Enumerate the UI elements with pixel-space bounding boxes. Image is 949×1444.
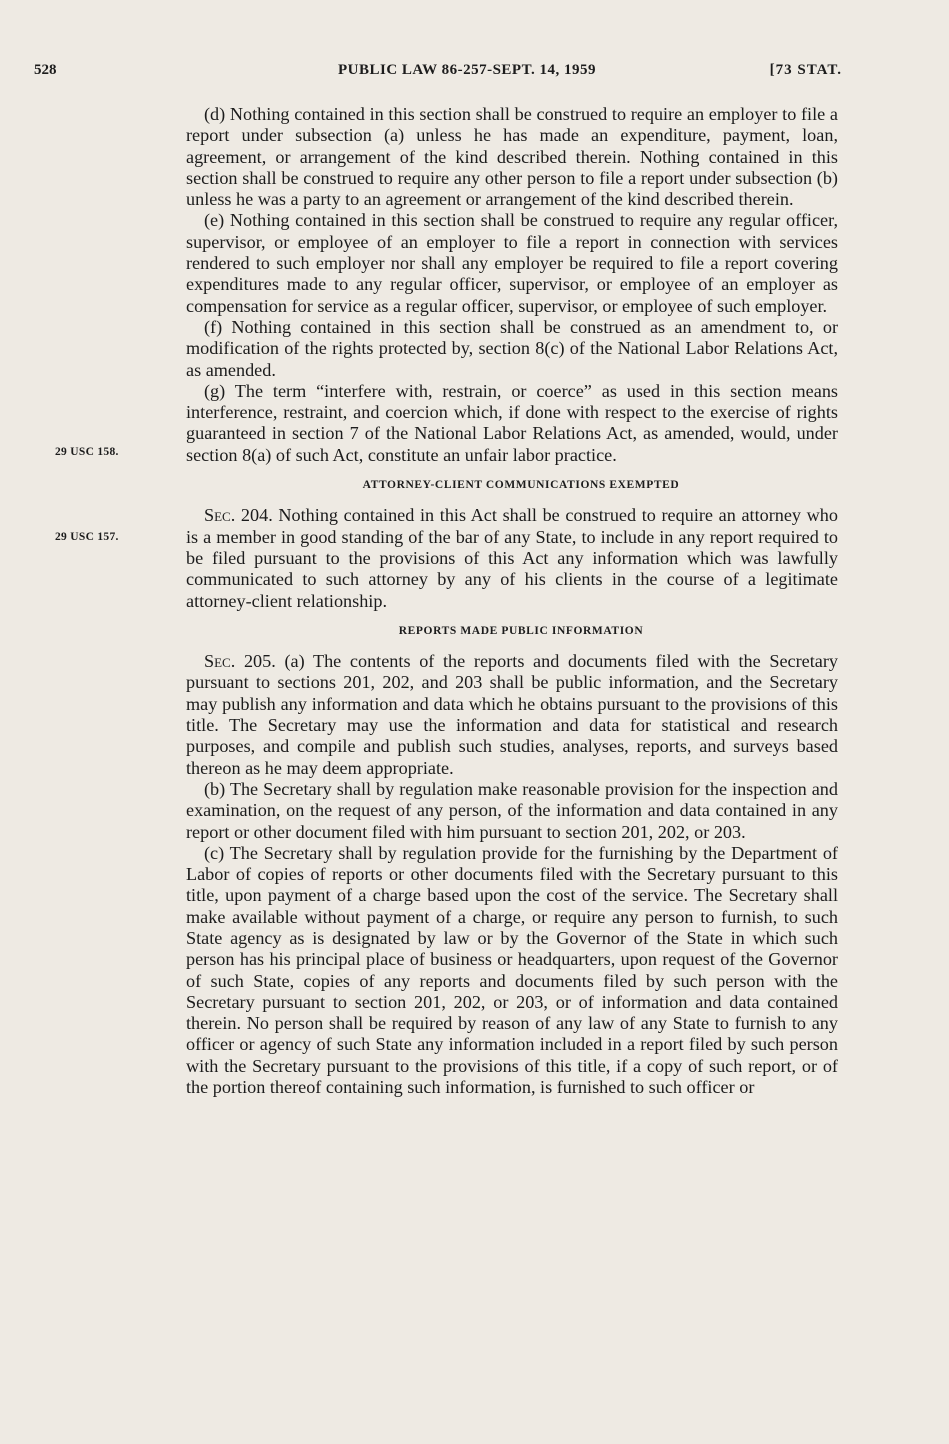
- section-204-label: Sec. 204.: [204, 505, 273, 526]
- paragraph-d: (d) Nothing contained in this section shall be construed to require an employer to file a report under subsection (a) unless he has made an expenditure, payment, loan, agreement, or arrangement of the kind described therein. Nothing contained in this section shall be construed to require any other person to file a report under subsection (b) unless he was a party to an agreement or arrangement of the kind described therein.: [186, 104, 838, 210]
- section-205-label: Sec. 205.: [204, 651, 276, 672]
- page-number: 528: [34, 62, 57, 78]
- running-title: PUBLIC LAW 86-257-SEPT. 14, 1959: [338, 62, 596, 78]
- body-text: [186, 104, 838, 1098]
- paragraph-f: (f) Nothing contained in this section shall be construed as an amendment to, or modification of the rights protected by, section 8(c) of the National Labor Relations Act, as amended.: [186, 316, 838, 380]
- section-205-b: (b) The Secretary shall by regulation make reasonable provision for the inspection and examination, on the request of any person, of the information and data contained in any report or other document filed with him pursuant to section 201, 202, or 203.: [186, 778, 838, 842]
- section-204: [186, 505, 838, 611]
- section-205-a: [186, 651, 838, 779]
- volume-reference: [73 STAT.: [769, 62, 842, 78]
- heading-reports-public: REPORTS MADE PUBLIC INFORMATION: [398, 624, 644, 637]
- margin-note-29-usc-158: 29 USC 158.: [55, 446, 119, 458]
- section-204-text: Nothing contained in this Act shall be construed to require an attorney who is a member in good standing of the bar of any State, to include in any report required to be filed pursuant to the provisions of this Act any information which was lawfully communicated to such attorney by any of his clients in the course of a legitimate attorney-client relationship.: [186, 505, 838, 611]
- paragraph-e: (e) Nothing contained in this section shall be construed to require any regular officer, supervisor, or employee of an employer to file a report in connection with services rendered to such employer nor shall any employer be required to file a report covering expenditures made to any regular officer, supervisor, or employee of an employer as compensation for service as a regular officer, supervisor, or employee of such employer.: [186, 210, 838, 316]
- margin-note-29-usc-157: 29 USC 157.: [55, 531, 119, 543]
- paragraph-g: (g) The term “interfere with, restrain, or coerce” as used in this section means interference, restraint, and coercion which, if done with respect to the exercise of rights guaranteed in section 7 of the National Labor Relations Act, as amended, would, under section 8(a) of such Act, constitute an unfair labor practice.: [186, 380, 838, 465]
- page-header: [34, 62, 842, 88]
- section-205-a-text: (a) The contents of the reports and documents filed with the Secretary pursuant to sections 201, 202, and 203 shall be public information, and the Secretary may publish any information and data which he obtains pursuant to the provisions of this title. The Secretary may use the information and data for statistical and research purposes, and compile and publish such studies, analyses, reports, and surveys based thereon as he may deem appropriate.: [186, 651, 838, 778]
- heading-attorney-client: ATTORNEY-CLIENT COMMUNICATIONS EXEMPTED: [362, 479, 680, 492]
- section-205-c: (c) The Secretary shall by regulation provide for the furnishing by the Department of Labor of copies of reports or other documents filed with the Secretary pursuant to this title, upon payment of a charge based upon the cost of the service. The Secretary shall make available without payment of a charge, or require any person to furnish, to such State agency as is designated by law or by the Governor of the State in which such person has his principal place of business or headquarters, upon request of the Governor of such State, copies of any reports and documents filed by such person with the Secretary pursuant to section 201, 202, or 203, or of information and data contained therein. No person shall be required by reason of any law of any State to furnish to any officer or agency of such State any information included in a report filed by such person with the Secretary pursuant to the provisions of this title, if a copy of such report, or of the portion thereof containing such information, is furnished to such officer or: [186, 842, 838, 1098]
